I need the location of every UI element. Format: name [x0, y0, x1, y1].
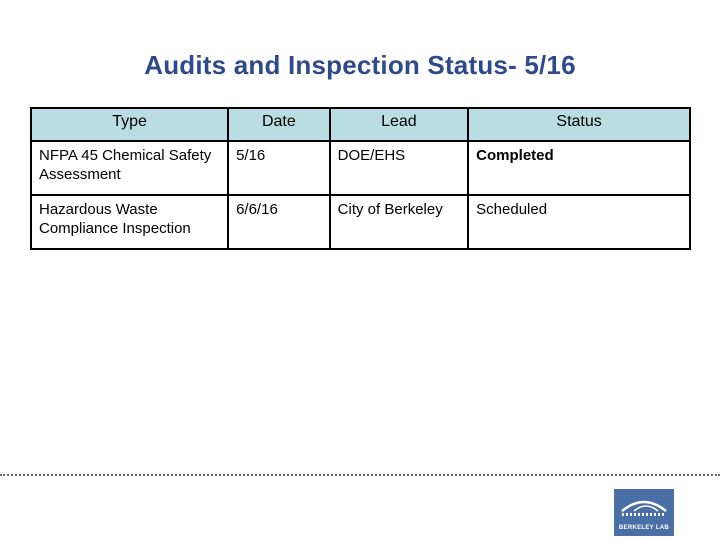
cell-lead: DOE/EHS — [330, 141, 468, 195]
logo-text: BERKELEY LAB — [618, 525, 670, 531]
cell-status: Scheduled — [468, 195, 690, 249]
cell-type: NFPA 45 Chemical Safety Assessment — [31, 141, 228, 195]
table-row — [31, 141, 690, 195]
cell-date: 5/16 — [228, 141, 330, 195]
header-lead: Lead — [330, 108, 468, 141]
header-date: Date — [228, 108, 330, 141]
page-title: Audits and Inspection Status- 5/16 — [144, 50, 576, 80]
footer-divider — [0, 474, 720, 476]
lab-building-icon — [614, 489, 674, 525]
cell-lead: City of Berkeley — [330, 195, 468, 249]
status-table — [30, 107, 691, 250]
cell-type: Hazardous Waste Compliance Inspection — [31, 195, 228, 249]
header-type: Type — [31, 108, 228, 141]
cell-date: 6/6/16 — [228, 195, 330, 249]
table-header-row — [31, 108, 690, 141]
table-row — [31, 195, 690, 249]
berkeley-lab-logo — [614, 489, 674, 536]
cell-status: Completed — [468, 141, 690, 195]
header-status: Status — [468, 108, 690, 141]
